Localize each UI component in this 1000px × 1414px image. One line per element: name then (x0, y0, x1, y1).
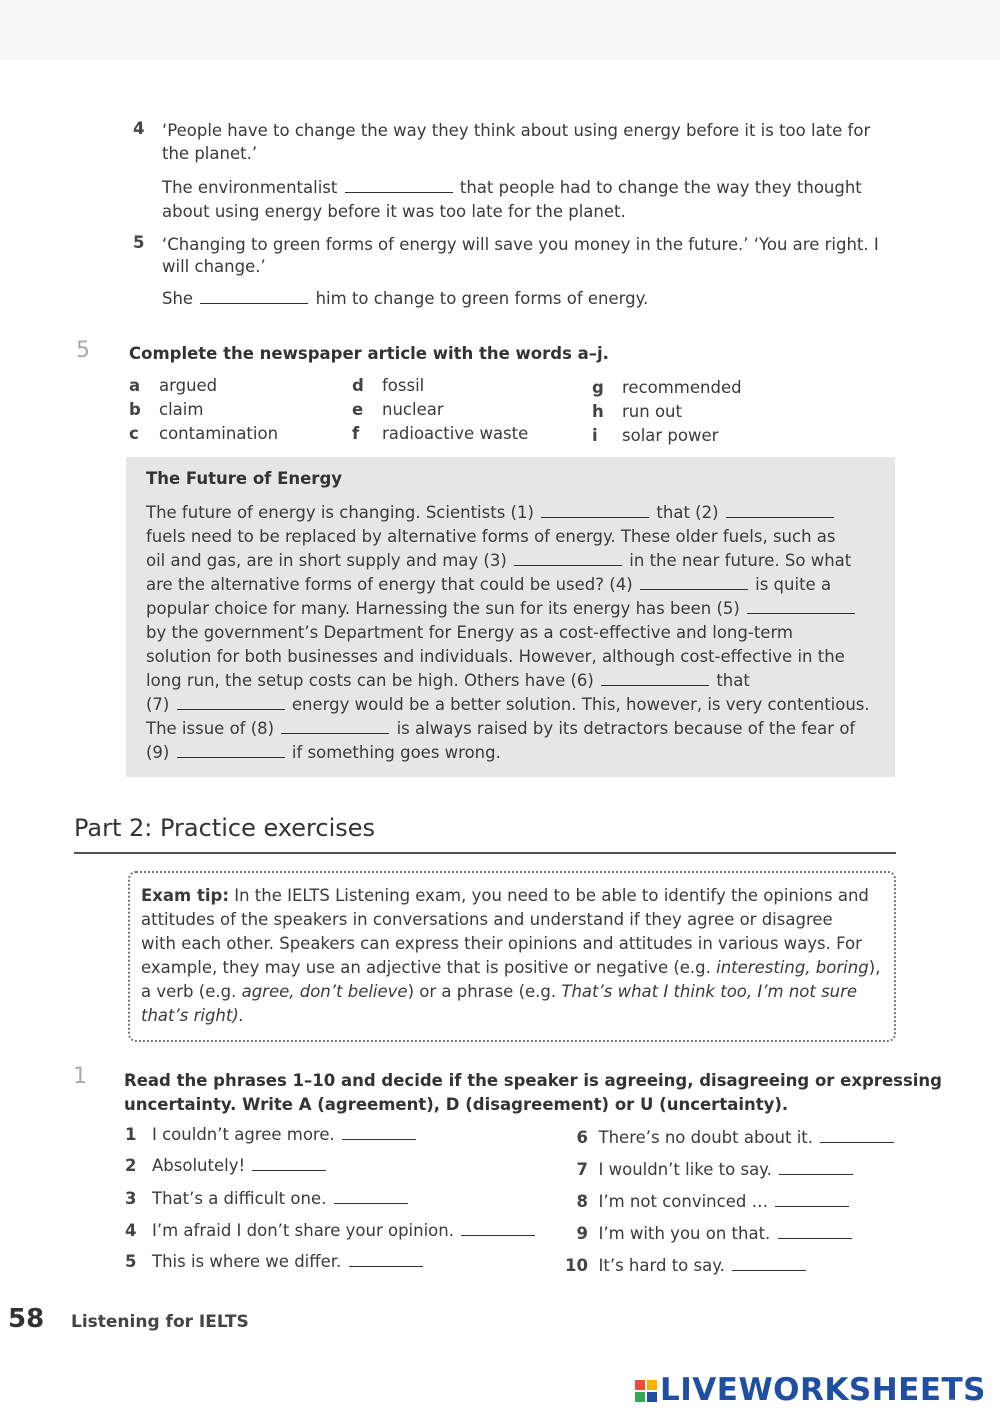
phrase-row-8: 8 I’m not convinced … (547, 1192, 851, 1211)
brand-name: LIVEWORKSHEETS (660, 1372, 986, 1408)
item-number: 5 (133, 233, 145, 252)
article-title: The Future of Energy (146, 469, 343, 488)
prev-item-4-answer: The environmentalist that people had to change the way they thought (162, 178, 862, 197)
option-h: h run out (592, 402, 682, 421)
article-line-3: oil and gas, are in short supply and may (3) in the near future. So what (146, 551, 852, 570)
prev-item-5 (133, 233, 144, 252)
part-divider (74, 852, 896, 854)
article-line-10: The issue of (8) is always raised by its detractors because of the fear of (146, 719, 856, 738)
article-line-4: are the alternative forms of energy that could be used? (4) is quite a (146, 575, 832, 594)
phrase-row-1: 1 I couldn’t agree more. (125, 1125, 418, 1144)
gap-9[interactable] (177, 743, 285, 758)
exercise-1-instruction-line1: Read the phrases 1–10 and decide if the speaker is agreeing, disagreeing or expressing (124, 1071, 942, 1090)
phrase-row-5: 5 This is where we differ. (125, 1252, 425, 1271)
tip-line-3: with each other. Speakers can express their opinions and attitudes in various ways. For (141, 934, 862, 953)
tip-line-2: attitudes of the speakers in conversations and understand if they agree or disagree (141, 910, 833, 929)
answer-blank-2[interactable] (252, 1156, 326, 1171)
liveworksheets-icon (635, 1380, 657, 1402)
book-title: Listening for IELTS (71, 1312, 249, 1332)
answer-blank-9[interactable] (778, 1224, 852, 1239)
option-g: g recommended (592, 378, 742, 397)
gap-4[interactable] (640, 575, 748, 590)
answer-blank-10[interactable] (732, 1256, 806, 1271)
option-i: i solar power (592, 426, 719, 445)
gap-8[interactable] (281, 719, 389, 734)
tip-line-1: Exam tip: In the IELTS Listening exam, you need to be able to identify the opinions and (141, 886, 869, 905)
article-line-8: long run, the setup costs can be high. Others have (6) that (146, 671, 750, 690)
answer-blank-1[interactable] (342, 1125, 416, 1140)
article-line-7: solution for both businesses and individuals. However, although cost-effective in the (146, 647, 845, 666)
liveworksheets-logo[interactable] (635, 1372, 986, 1408)
options-column-1 (129, 376, 278, 448)
phrase-row-3: 3 That’s a difficult one. (125, 1189, 410, 1208)
options-column-2 (352, 376, 528, 448)
prev-item-4-quote-line1: ‘People have to change the way they think about using energy before it is too late for (162, 121, 871, 140)
option-c: c contamination (129, 424, 279, 443)
answer-blank[interactable] (345, 178, 453, 193)
exam-tip-box (128, 871, 896, 1042)
gap-6[interactable] (601, 671, 709, 686)
answer-blank-3[interactable] (334, 1189, 408, 1204)
article-line-11: (9) if something goes wrong. (146, 743, 501, 762)
prev-item-4-quote-line2: the planet.’ (162, 144, 258, 163)
tip-line-5: a verb (e.g. agree, don’t believe) or a phrase (e.g. That’s what I think too, I’m not sure (141, 982, 858, 1001)
gap-1[interactable] (541, 503, 649, 518)
page-top-margin (0, 0, 1000, 60)
answer-blank-5[interactable] (349, 1252, 423, 1267)
prev-item-4 (133, 119, 144, 138)
prev-item-5-quote-line2: will change.’ (162, 257, 266, 276)
answer-blank-7[interactable] (779, 1160, 853, 1175)
answer-blank[interactable] (200, 289, 308, 304)
article-line-9: (7) energy would be a better solution. This, however, is very contentious. (146, 695, 870, 714)
tip-line-6: that’s right). (141, 1006, 245, 1025)
article-line-6: by the government’s Department for Energy as a cost-effective and long-term (146, 623, 794, 642)
gap-5[interactable] (747, 599, 855, 614)
article-line-1: The future of energy is changing. Scientists (1) that (2) (146, 503, 836, 522)
option-e: e nuclear (352, 400, 444, 419)
prev-item-5-quote-line1: ‘Changing to green forms of energy will save you money in the future.’ ‘You are right. I (162, 235, 879, 254)
options-column-3 (592, 378, 742, 450)
exercise-1-number: 1 (73, 1064, 87, 1089)
article-line-5: popular choice for many. Harnessing the sun for its energy has been (5) (146, 599, 857, 618)
item-number: 4 (133, 119, 145, 138)
answer-blank-6[interactable] (820, 1128, 894, 1143)
prev-item-5-answer: She him to change to green forms of energy. (162, 289, 649, 308)
part-2-title: Part 2: Practice exercises (74, 814, 376, 842)
option-b: b claim (129, 400, 204, 419)
gap-3[interactable] (514, 551, 622, 566)
page-number: 58 (8, 1304, 45, 1334)
phrase-row-6: 6 There’s no doubt about it. (547, 1128, 896, 1147)
prev-item-4-answer-line2: about using energy before it was too late for the planet. (162, 202, 626, 221)
option-a: a argued (129, 376, 218, 395)
exercise-5-number: 5 (76, 338, 90, 363)
exercise-5-instruction: Complete the newspaper article with the words a–j. (129, 344, 609, 363)
exercise-1-instruction-line2: uncertainty. Write A (agreement), D (disagreement) or U (uncertainty). (124, 1095, 789, 1114)
phrase-row-2: 2 Absolutely! (125, 1156, 328, 1175)
answer-blank-8[interactable] (775, 1192, 849, 1207)
tip-line-4: example, they may use an adjective that is positive or negative (e.g. interesting, boring), (141, 958, 881, 977)
phrase-row-10: 10 It’s hard to say. (547, 1256, 808, 1275)
option-d: d fossil (352, 376, 425, 395)
phrase-row-7: 7 I wouldn’t like to say. (547, 1160, 855, 1179)
gap-2[interactable] (726, 503, 834, 518)
option-f: f radioactive waste (352, 424, 529, 443)
phrase-row-9: 9 I’m with you on that. (547, 1224, 854, 1243)
article-line-2: fuels need to be replaced by alternative forms of energy. These older fuels, such as (146, 527, 836, 546)
article-box (126, 457, 895, 777)
gap-7[interactable] (177, 695, 285, 710)
phrase-row-4: 4 I’m afraid I don’t share your opinion. (125, 1221, 537, 1240)
answer-blank-4[interactable] (461, 1221, 535, 1236)
